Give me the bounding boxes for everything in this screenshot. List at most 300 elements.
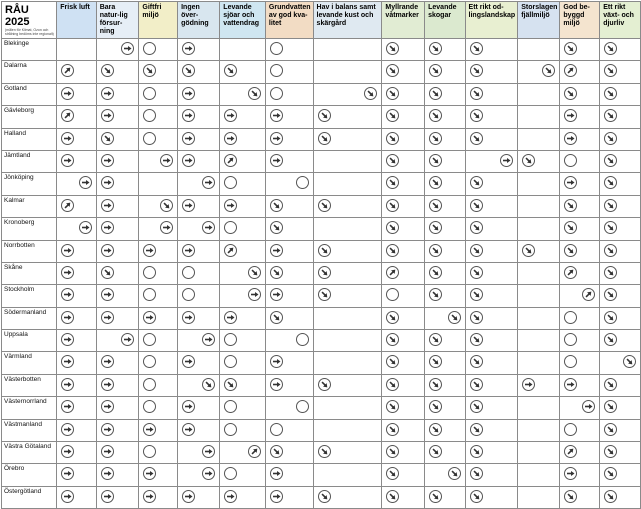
trend-arrow-se-icon [318, 199, 331, 212]
status-circle-icon [143, 132, 156, 145]
status-cell [57, 218, 96, 240]
trend-arrow-e-icon [248, 288, 261, 301]
status-cell [265, 195, 313, 217]
status-cell [382, 195, 425, 217]
status-circle-icon [270, 87, 283, 100]
status-cell [600, 307, 641, 329]
trend-arrow-e-icon [182, 400, 195, 413]
status-cell [425, 307, 465, 329]
status-cell [465, 330, 518, 352]
status-cell [560, 195, 600, 217]
trend-arrow-se-icon [470, 199, 483, 212]
goal-header: God be-byggd miljö [560, 2, 600, 39]
status-cell [465, 285, 518, 307]
trend-arrow-e-icon [182, 154, 195, 167]
trend-arrow-se-icon [318, 288, 331, 301]
status-cell [465, 307, 518, 329]
status-cell [139, 285, 178, 307]
status-cell [265, 240, 313, 262]
trend-arrow-se-icon [386, 355, 399, 368]
status-cell [600, 128, 641, 150]
trend-arrow-se-icon [386, 221, 399, 234]
status-cell [220, 240, 266, 262]
region-label: Dalarna [2, 61, 57, 83]
trend-arrow-se-icon [429, 64, 442, 77]
trend-arrow-e-icon [202, 445, 215, 458]
trend-arrow-se-icon [386, 176, 399, 189]
trend-arrow-se-icon [429, 87, 442, 100]
status-circle-icon [182, 266, 195, 279]
trend-arrow-se-icon [429, 244, 442, 257]
status-cell [265, 106, 313, 128]
status-cell [518, 307, 560, 329]
status-cell [139, 262, 178, 284]
trend-arrow-e-icon [101, 378, 114, 391]
trend-arrow-e-icon [101, 467, 114, 480]
trend-arrow-se-icon [386, 400, 399, 413]
status-cell [265, 128, 313, 150]
status-cell [465, 486, 518, 508]
region-label: Kalmar [2, 195, 57, 217]
status-circle-icon [270, 423, 283, 436]
trend-arrow-se-icon [386, 154, 399, 167]
trend-arrow-e-icon [182, 42, 195, 55]
status-cell [265, 39, 313, 61]
trend-arrow-se-icon [386, 42, 399, 55]
trend-arrow-e-icon [270, 378, 283, 391]
trend-arrow-e-icon [61, 333, 74, 346]
trend-arrow-e-icon [61, 244, 74, 257]
status-cell [139, 218, 178, 240]
trend-arrow-se-icon [604, 199, 617, 212]
trend-arrow-se-icon [604, 221, 617, 234]
status-cell [560, 173, 600, 195]
trend-arrow-se-icon [429, 333, 442, 346]
status-cell [600, 83, 641, 105]
status-cell [57, 464, 96, 486]
table-row [2, 285, 641, 307]
status-cell [265, 83, 313, 105]
table-row [2, 486, 641, 508]
goal-header: Levande skogar [425, 2, 465, 39]
trend-arrow-e-icon [61, 132, 74, 145]
status-cell [382, 397, 425, 419]
trend-arrow-e-icon [202, 176, 215, 189]
status-cell [600, 374, 641, 396]
table-row [2, 464, 641, 486]
status-cell [560, 39, 600, 61]
status-cell [518, 106, 560, 128]
region-label: Norrbotten [2, 240, 57, 262]
trend-arrow-se-icon [318, 266, 331, 279]
status-circle-icon [182, 288, 195, 301]
trend-arrow-se-icon [564, 42, 577, 55]
status-cell [265, 464, 313, 486]
status-cell [560, 218, 600, 240]
status-cell [382, 419, 425, 441]
status-cell [178, 61, 220, 83]
status-cell [600, 150, 641, 172]
status-cell [382, 464, 425, 486]
trend-arrow-se-icon [386, 244, 399, 257]
trend-arrow-se-icon [429, 378, 442, 391]
trend-arrow-se-icon [604, 266, 617, 279]
status-cell [425, 419, 465, 441]
region-label: Gotland [2, 83, 57, 105]
status-cell [178, 262, 220, 284]
status-cell [465, 195, 518, 217]
trend-arrow-ne-icon [224, 154, 237, 167]
trend-arrow-e-icon [101, 400, 114, 413]
table-row [2, 262, 641, 284]
status-cell [220, 128, 266, 150]
trend-arrow-ne-icon [61, 64, 74, 77]
goal-header: Storslagen fjällmiljö [518, 2, 560, 39]
status-cell [465, 352, 518, 374]
status-circle-icon [143, 333, 156, 346]
trend-arrow-se-icon [604, 42, 617, 55]
status-cell [382, 150, 425, 172]
status-cell [57, 173, 96, 195]
status-cell [220, 285, 266, 307]
status-cell [96, 106, 139, 128]
trend-arrow-se-icon [604, 467, 617, 480]
trend-arrow-e-icon [143, 311, 156, 324]
trend-arrow-se-icon [429, 400, 442, 413]
trend-arrow-se-icon [364, 87, 377, 100]
trend-arrow-e-icon [224, 490, 237, 503]
trend-arrow-se-icon [604, 378, 617, 391]
status-cell [178, 307, 220, 329]
trend-arrow-e-icon [79, 221, 92, 234]
trend-arrow-e-icon [101, 355, 114, 368]
status-cell [139, 419, 178, 441]
status-cell [518, 486, 560, 508]
status-cell [465, 262, 518, 284]
status-cell [313, 218, 382, 240]
status-cell [220, 486, 266, 508]
trend-arrow-se-icon [429, 490, 442, 503]
table-row [2, 307, 641, 329]
status-circle-icon [270, 64, 283, 77]
status-cell [139, 374, 178, 396]
goal-header: Hav i balans samt levande kust och skärgård [313, 2, 382, 39]
status-circle-icon [143, 109, 156, 122]
status-cell [220, 218, 266, 240]
status-cell [518, 397, 560, 419]
status-cell [96, 262, 139, 284]
status-cell [96, 442, 139, 464]
trend-arrow-e-icon [522, 378, 535, 391]
status-cell [600, 330, 641, 352]
status-cell [313, 374, 382, 396]
region-label: Västernorrland [2, 397, 57, 419]
status-cell [220, 352, 266, 374]
status-cell [313, 83, 382, 105]
region-label: Västra Götaland [2, 442, 57, 464]
trend-arrow-se-icon [470, 490, 483, 503]
trend-arrow-e-icon [270, 467, 283, 480]
status-cell [220, 307, 266, 329]
trend-arrow-e-icon [270, 109, 283, 122]
trend-arrow-e-icon [121, 42, 134, 55]
status-cell [313, 442, 382, 464]
trend-arrow-se-icon [429, 199, 442, 212]
trend-arrow-se-icon [470, 132, 483, 145]
status-circle-icon [564, 154, 577, 167]
status-cell [265, 150, 313, 172]
status-cell [382, 218, 425, 240]
status-cell [178, 486, 220, 508]
status-cell [518, 150, 560, 172]
trend-arrow-se-icon [248, 87, 261, 100]
trend-arrow-e-icon [270, 244, 283, 257]
status-cell [220, 397, 266, 419]
status-circle-icon [224, 221, 237, 234]
status-cell [220, 173, 266, 195]
status-cell [178, 464, 220, 486]
trend-arrow-e-icon [61, 266, 74, 279]
trend-arrow-se-icon [470, 42, 483, 55]
region-label: Halland [2, 128, 57, 150]
status-cell [382, 240, 425, 262]
trend-arrow-se-icon [470, 87, 483, 100]
trend-arrow-se-icon [564, 244, 577, 257]
region-label: Östergötland [2, 486, 57, 508]
trend-arrow-e-icon [101, 199, 114, 212]
trend-arrow-e-icon [500, 154, 513, 167]
status-cell [600, 397, 641, 419]
status-cell [57, 307, 96, 329]
status-cell [96, 307, 139, 329]
status-cell [425, 442, 465, 464]
status-cell [600, 61, 641, 83]
status-cell [382, 39, 425, 61]
status-cell [560, 374, 600, 396]
status-cell [265, 352, 313, 374]
status-cell [425, 374, 465, 396]
status-cell [313, 464, 382, 486]
status-cell [178, 374, 220, 396]
status-cell [220, 195, 266, 217]
status-circle-icon [564, 423, 577, 436]
status-cell [313, 307, 382, 329]
trend-arrow-e-icon [101, 176, 114, 189]
trend-arrow-e-icon [61, 490, 74, 503]
trend-arrow-ne-icon [386, 266, 399, 279]
status-cell [139, 83, 178, 105]
status-cell [139, 195, 178, 217]
trend-arrow-se-icon [470, 333, 483, 346]
status-cell [139, 442, 178, 464]
status-cell [96, 374, 139, 396]
trend-arrow-e-icon [224, 199, 237, 212]
trend-arrow-e-icon [101, 109, 114, 122]
trend-arrow-se-icon [318, 445, 331, 458]
status-cell [57, 330, 96, 352]
status-cell [518, 374, 560, 396]
trend-arrow-se-icon [470, 64, 483, 77]
status-cell [425, 285, 465, 307]
status-circle-icon [564, 333, 577, 346]
status-cell [518, 240, 560, 262]
status-cell [57, 442, 96, 464]
table-row [2, 330, 641, 352]
goal-header: Ett rikt od-lingslandskap [465, 2, 518, 39]
status-cell [425, 128, 465, 150]
trend-arrow-e-icon [202, 221, 215, 234]
status-cell [518, 442, 560, 464]
trend-arrow-se-icon [429, 288, 442, 301]
status-circle-icon [270, 42, 283, 55]
status-cell [465, 419, 518, 441]
trend-arrow-se-icon [470, 445, 483, 458]
status-cell [518, 83, 560, 105]
status-cell [265, 218, 313, 240]
trend-arrow-se-icon [429, 423, 442, 436]
table-row [2, 352, 641, 374]
status-circle-icon [296, 400, 309, 413]
status-cell [139, 352, 178, 374]
status-circle-icon [224, 176, 237, 189]
trend-arrow-se-icon [429, 132, 442, 145]
status-cell [518, 39, 560, 61]
trend-arrow-se-icon [386, 109, 399, 122]
status-cell [57, 419, 96, 441]
trend-arrow-e-icon [61, 311, 74, 324]
trend-arrow-e-icon [564, 378, 577, 391]
status-cell [96, 218, 139, 240]
trend-arrow-se-icon [429, 42, 442, 55]
trend-arrow-e-icon [61, 400, 74, 413]
trend-arrow-e-icon [182, 199, 195, 212]
status-cell [57, 39, 96, 61]
trend-arrow-e-icon [143, 423, 156, 436]
trend-arrow-se-icon [604, 109, 617, 122]
trend-arrow-se-icon [386, 87, 399, 100]
status-cell [465, 464, 518, 486]
trend-arrow-se-icon [542, 64, 555, 77]
status-cell [382, 352, 425, 374]
status-circle-icon [386, 288, 399, 301]
status-cell [178, 195, 220, 217]
status-cell [96, 83, 139, 105]
status-cell [465, 218, 518, 240]
table-row [2, 218, 641, 240]
status-cell [600, 106, 641, 128]
status-cell [560, 464, 600, 486]
table-row [2, 173, 641, 195]
status-cell [465, 374, 518, 396]
table-row [2, 150, 641, 172]
status-cell [600, 442, 641, 464]
status-cell [518, 419, 560, 441]
table-row [2, 240, 641, 262]
status-cell [425, 352, 465, 374]
trend-arrow-se-icon [564, 199, 577, 212]
trend-arrow-se-icon [623, 355, 636, 368]
status-circle-icon [143, 400, 156, 413]
trend-arrow-se-icon [202, 378, 215, 391]
status-cell [560, 285, 600, 307]
status-cell [220, 106, 266, 128]
page-subtitle: (målen för Klimat, Ozon och strålning bedöms inte regionalt) [5, 28, 54, 36]
status-cell [96, 39, 139, 61]
status-circle-icon [224, 333, 237, 346]
status-cell [465, 61, 518, 83]
trend-arrow-e-icon [270, 490, 283, 503]
status-cell [265, 61, 313, 83]
status-cell [560, 128, 600, 150]
trend-arrow-e-icon [61, 445, 74, 458]
status-cell [382, 486, 425, 508]
status-cell [313, 195, 382, 217]
status-cell [313, 352, 382, 374]
status-cell [139, 128, 178, 150]
trend-arrow-se-icon [604, 288, 617, 301]
trend-arrow-se-icon [386, 64, 399, 77]
status-cell [465, 83, 518, 105]
status-cell [57, 352, 96, 374]
status-cell [518, 61, 560, 83]
status-cell [139, 39, 178, 61]
status-cell [265, 173, 313, 195]
trend-arrow-e-icon [61, 355, 74, 368]
table-row [2, 374, 641, 396]
status-cell [220, 330, 266, 352]
status-cell [518, 285, 560, 307]
table-row [2, 397, 641, 419]
trend-arrow-ne-icon [224, 244, 237, 257]
status-cell [139, 61, 178, 83]
trend-arrow-ne-icon [564, 266, 577, 279]
trend-arrow-se-icon [470, 266, 483, 279]
trend-arrow-se-icon [470, 109, 483, 122]
status-cell [425, 61, 465, 83]
status-cell [178, 150, 220, 172]
status-cell [220, 374, 266, 396]
status-cell [57, 128, 96, 150]
status-cell [600, 218, 641, 240]
status-cell [96, 61, 139, 83]
goal-header: Myllrande våtmarker [382, 2, 425, 39]
table-row [2, 61, 641, 83]
status-cell [57, 374, 96, 396]
trend-arrow-se-icon [224, 378, 237, 391]
goal-header: Bara natur-lig försur-ning [96, 2, 139, 39]
status-cell [139, 330, 178, 352]
table-row [2, 419, 641, 441]
table-row [2, 39, 641, 61]
status-cell [518, 262, 560, 284]
trend-arrow-se-icon [604, 311, 617, 324]
trend-arrow-se-icon [604, 176, 617, 189]
status-cell [220, 61, 266, 83]
trend-arrow-se-icon [386, 467, 399, 480]
trend-arrow-se-icon [248, 266, 261, 279]
status-cell [560, 397, 600, 419]
status-circle-icon [224, 355, 237, 368]
region-label: Kronoberg [2, 218, 57, 240]
trend-arrow-e-icon [61, 154, 74, 167]
status-circle-icon [296, 333, 309, 346]
trend-arrow-e-icon [101, 311, 114, 324]
table-body [2, 39, 641, 509]
table-row [2, 128, 641, 150]
trend-arrow-se-icon [318, 132, 331, 145]
trend-arrow-e-icon [121, 333, 134, 346]
trend-arrow-se-icon [522, 244, 535, 257]
